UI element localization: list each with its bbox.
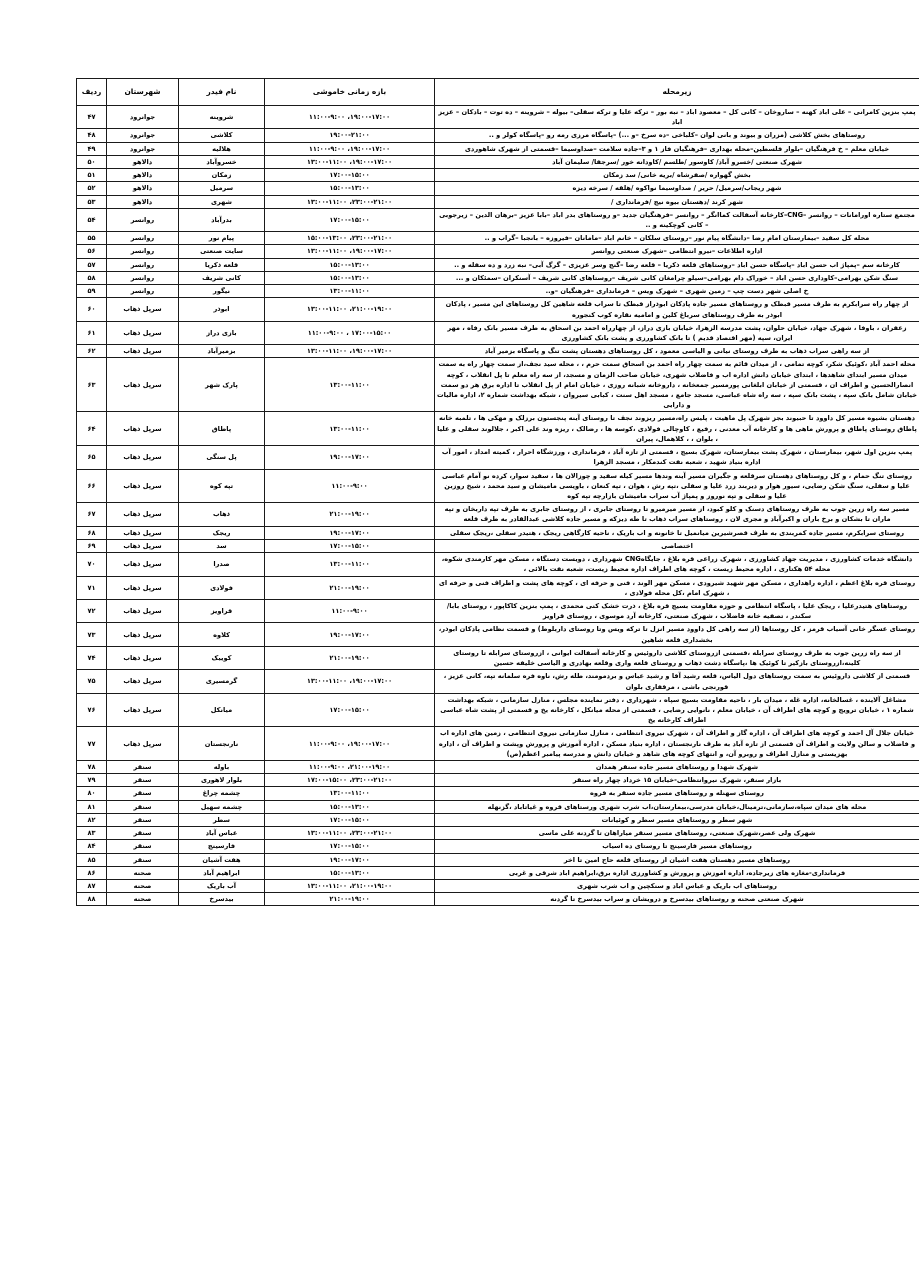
cell-radif: ۶۴ — [77, 412, 107, 446]
cell-shahrestan: روانسر — [107, 285, 179, 298]
cell-time-range: ۱۳:۰۰-۱۱:۰۰ — [265, 285, 435, 298]
cell-subregion: پمپ بنزین کامرانی – علی اباد کهنه – ساروخان – کانی کل – معصود اباد – نبه بور – ترکه علیا و ترکه سفلی– بیوله – شروینه – ده توت – بادکان – عزیز اباد — [435, 106, 919, 129]
table-row — [77, 727, 919, 761]
column-header-time-range: بازه زمانی خاموشی — [265, 79, 435, 106]
cell-shahrestan: سرپل ذهاب — [107, 345, 179, 358]
cell-radif: ۵۳ — [77, 195, 107, 208]
cell-subregion: روستای عسگر خانی آسیاب قرمز ، کل روستاها (از سه راهی کل داوود مسیر انزل تا ترکه ویس وتا روستای داربلوط) و قسمت نظامی پادکان ابوذر، بخشداری قلعه شاهین — [435, 623, 919, 646]
cell-feeder: بلوار لاهوری — [179, 774, 265, 787]
cell-radif: ۶۹ — [77, 539, 107, 552]
table-row — [77, 232, 919, 245]
cell-feeder: صدرا — [179, 553, 265, 576]
cell-time-range: ۱۹:۰۰-۱۷:۰۰ — [265, 446, 435, 469]
cell-radif: ۵۹ — [77, 285, 107, 298]
cell-time-range: ۲۳:۰۰-۲۱:۰۰، ۱۳:۰۰-۱۱:۰۰ — [265, 195, 435, 208]
table-row — [77, 195, 919, 208]
cell-shahrestan: سرپل ذهاب — [107, 623, 179, 646]
cell-time-range: ۱۹:۰۰-۱۷:۰۰ — [265, 853, 435, 866]
cell-shahrestan: سرپل ذهاب — [107, 670, 179, 693]
cell-feeder: ریجک — [179, 526, 265, 539]
cell-radif: ۴۹ — [77, 142, 107, 155]
cell-radif: ۴۸ — [77, 129, 107, 142]
cell-subregion: کارخانه سم –پمپاژ اب حسن اباد –پاسگاه حسن اباد –روستاهای قلعه ذکریا – قلعه رضا –گنج وسر عزیزی – گرگ آبی– نبه زرد و ده سفله و .. — [435, 258, 919, 271]
cell-time-range: ۱۷:۰۰-۱۵:۰۰ — [265, 840, 435, 853]
cell-radif: ۴۷ — [77, 106, 107, 129]
table-row — [77, 827, 919, 840]
cell-subregion: روستاهای اب باریک و عباس اباد و سنکچین و اب شرب شهری — [435, 880, 919, 893]
cell-time-range: ۱۹:۰۰-۱۷:۰۰، ۱۳:۰۰-۱۱:۰۰ — [265, 670, 435, 693]
cell-subregion: محله های میدان سپاه،سازمانی،ترمینال،خیابان مدرسی،بیمارستان،اب شرب شهری ورستاهای قروه و غیاتاباد ،گزنهله — [435, 800, 919, 813]
cell-time-range: ۱۷:۰۰-۱۵:۰۰ — [265, 813, 435, 826]
cell-shahrestan: صحنه — [107, 866, 179, 879]
cell-shahrestan: روانسر — [107, 271, 179, 284]
cell-feeder: چشمه سهیل — [179, 800, 265, 813]
cell-subregion: محله کل سفید –بیمارستان امام رضا –دانشگاه پیام نور –روستای سلکان – خانم اباد –مامانان –فیروزه – بانجبا –گراب و .. — [435, 232, 919, 245]
cell-subregion: شهرک صنعتی /خسرو آباد/ کاوسور /طلسم /کاودانه خور /سرجفا/ سلیمان آباد — [435, 155, 919, 168]
table-row — [77, 599, 919, 622]
cell-shahrestan: سرپل ذهاب — [107, 358, 179, 412]
cell-radif: ۷۴ — [77, 646, 107, 669]
cell-subregion: بازار سنقر، شهرک نیروانتظامی-خیابان ۱۵ خرداد چهار راه سنقر — [435, 774, 919, 787]
cell-subregion: شهرک صنعتی صحنه و روستاهای بیدسرخ و درویشان و سراب بیدسرخ تا گردنه — [435, 893, 919, 906]
cell-radif: ۶۰ — [77, 298, 107, 321]
table-row — [77, 646, 919, 669]
column-header-shahrestan: شهرستان — [107, 79, 179, 106]
cell-time-range: ۲۳:۰۰-۲۱:۰۰، ۱۷:۰۰-۱۵:۰۰ — [265, 774, 435, 787]
cell-shahrestan: سرپل ذهاب — [107, 526, 179, 539]
cell-time-range: ۱۵:۰۰-۱۳:۰۰ — [265, 258, 435, 271]
table-row — [77, 761, 919, 774]
cell-shahrestan: سرپل ذهاب — [107, 539, 179, 552]
cell-feeder: سایت صنعتی — [179, 245, 265, 258]
table-row — [77, 271, 919, 284]
table-row — [77, 774, 919, 787]
cell-shahrestan: سرپل ذهاب — [107, 599, 179, 622]
cell-feeder: کلاشی — [179, 129, 265, 142]
cell-radif: ۶۶ — [77, 469, 107, 503]
cell-feeder: کوییک — [179, 646, 265, 669]
cell-radif: ۸۲ — [77, 813, 107, 826]
cell-shahrestan: سنقر — [107, 761, 179, 774]
cell-radif: ۸۵ — [77, 853, 107, 866]
table-header — [77, 79, 919, 106]
cell-time-range: ۲۱:۰۰-۱۹:۰۰ — [265, 576, 435, 599]
cell-radif: ۵۱ — [77, 169, 107, 182]
cell-shahrestan: صحنه — [107, 880, 179, 893]
cell-time-range: ۱۹:۰۰-۱۷:۰۰، ۱۳:۰۰-۱۱:۰۰ — [265, 245, 435, 258]
cell-shahrestan: سنقر — [107, 800, 179, 813]
cell-feeder: باوله — [179, 761, 265, 774]
cell-feeder: هفت آشیان — [179, 853, 265, 866]
table-row — [77, 800, 919, 813]
cell-time-range: ۲۱:۰۰-۱۹:۰۰، ۱۳:۰۰-۱۱:۰۰ — [265, 298, 435, 321]
cell-subregion: روستاهای مسیر فارسینج تا روستای ده اسیاب — [435, 840, 919, 853]
table-row — [77, 142, 919, 155]
cell-time-range: ۱۷:۰۰-۱۵:۰۰ — [265, 208, 435, 231]
table-row — [77, 285, 919, 298]
power-outage-schedule-table — [76, 78, 919, 906]
cell-radif: ۷۵ — [77, 670, 107, 693]
cell-radif: ۸۳ — [77, 827, 107, 840]
cell-feeder: چشمه چراغ — [179, 787, 265, 800]
table-row — [77, 245, 919, 258]
cell-feeder: میانکل — [179, 693, 265, 727]
cell-feeder: سرمیل — [179, 182, 265, 195]
cell-time-range: ۲۱:۰۰-۱۹:۰۰ — [265, 893, 435, 906]
cell-subregion: شهر کرند /دهستان بیوه نیج /فرمانداری / — [435, 195, 919, 208]
cell-time-range: ۱۹:۰۰-۱۷:۰۰ — [265, 623, 435, 646]
cell-time-range: ۱۵:۰۰-۱۳:۰۰ — [265, 866, 435, 879]
cell-time-range: ۱۱:۰۰-۹:۰۰ — [265, 469, 435, 503]
column-header-radif: ردیف — [77, 79, 107, 106]
cell-shahrestan: سرپل ذهاب — [107, 727, 179, 761]
column-header-subregion: زیرمحله — [435, 79, 919, 106]
cell-time-range: ۱۵:۰۰-۱۳:۰۰ — [265, 182, 435, 195]
cell-subregion: اختصاصی — [435, 539, 919, 552]
cell-time-range: ۱۳:۰۰-۱۱:۰۰ — [265, 358, 435, 412]
cell-feeder: قراویز — [179, 599, 265, 622]
outage-table-container — [76, 78, 919, 906]
cell-feeder: بدرآباد — [179, 208, 265, 231]
cell-subregion: شهرک شهدا و روستاهای مسیر جاده سنقر همدان — [435, 761, 919, 774]
cell-radif: ۵۷ — [77, 258, 107, 271]
cell-time-range: ۱۹:۰۰-۱۷:۰۰، ۱۱:۰۰-۹:۰۰ — [265, 142, 435, 155]
table-row — [77, 880, 919, 893]
cell-subregion: خیابان جلال آل احمد و کوچه های اطراف آن ، اداره گاز و اطراف آن ، شهرک نیروی انتظامی ، منازل سازمانی نیروی انتظامی ، زمین های اداره اب و فاضلاب و سالن ولایت و اطراف آن قسمتی از تازه آباد به طرف نارنجستان ، اداره بنیاد مسکن ، اداره آموزش و پرورش وپشت و اطراف آن ، اداره بهزیستی و منازل اطراف و روبرو آن، و انتهای کوچه های شاهد و خیابان دانش و مدرسه پیامبر اعظم(ص) — [435, 727, 919, 761]
cell-subregion: زعفران ، باوفا ، شهرک جهاد، خیابان حلوان، پشت مدرسه الزهرا، خیابان بازی دراز، از چهارراه احمد بن اسحاق به طرف مسیر بانک رفاه ، مهر ایران، سپه (مهر اقتصاد قدیم ) تا بانک کشاورزی و پشت بانک کشاورزی — [435, 321, 919, 344]
cell-time-range: ۱۳:۰۰-۱۱:۰۰ — [265, 787, 435, 800]
cell-radif: ۸۱ — [77, 800, 107, 813]
cell-radif: ۵۵ — [77, 232, 107, 245]
cell-subregion: سنگ شکن بهرامی–کاوداری حسن اباد – خوراک دام بهرامی–سیلو چرامغان کانی شریف –روستاهای کانی شریف – آسنکران –سمئکان و ... — [435, 271, 919, 284]
cell-feeder: سطر — [179, 813, 265, 826]
cell-shahrestan: سرپل ذهاب — [107, 298, 179, 321]
cell-feeder: آب باریک — [179, 880, 265, 893]
cell-time-range: ۱۵:۰۰-۱۳:۰۰ — [265, 800, 435, 813]
table-row — [77, 469, 919, 503]
cell-shahrestan: جوانرود — [107, 106, 179, 129]
cell-shahrestan: سرپل ذهاب — [107, 469, 179, 503]
table-row — [77, 106, 919, 129]
table-row — [77, 503, 919, 526]
cell-feeder: پیام نور — [179, 232, 265, 245]
cell-shahrestan: سرپل ذهاب — [107, 646, 179, 669]
cell-feeder: بزمیرآباد — [179, 345, 265, 358]
cell-subregion: روستای سهنله و روستاهای مسیر جاده سنقر به قروه — [435, 787, 919, 800]
cell-subregion: خ اصلی شهر دست چپ – زمین شهری – شهرک ویس – فرمانداری –فرهنگیان –و.. — [435, 285, 919, 298]
cell-shahrestan: سنقر — [107, 787, 179, 800]
cell-shahrestan: سنقر — [107, 813, 179, 826]
cell-subregion: شهر سطر و روستاهای مسیر سطر و کوئیانات — [435, 813, 919, 826]
cell-radif: ۸۷ — [77, 880, 107, 893]
table-row — [77, 446, 919, 469]
cell-feeder: قلعه ذکریا — [179, 258, 265, 271]
cell-time-range: ۱۳:۰۰-۱۱:۰۰ — [265, 412, 435, 446]
cell-subregion: فرمانداری-مغازه های زیرجاده، اداره اموزش و پرورش و کشاورزی اداره برق،ابراهیم اباد شرقی و غربی — [435, 866, 919, 879]
table-row — [77, 813, 919, 826]
cell-feeder: خسروآباد — [179, 155, 265, 168]
cell-feeder: ابراهیم آباد — [179, 866, 265, 879]
cell-subregion: شهر ریجاب/سرمیل/ حریر / صداوسیما نواکوه /هلقه / سرخه دیزه — [435, 182, 919, 195]
cell-shahrestan: سرپل ذهاب — [107, 446, 179, 469]
cell-shahrestan: سرپل ذهاب — [107, 503, 179, 526]
cell-subregion: روستاهای هتیدرعلیا ، ریجک علیا ، پاسگاه انتظامی و حوزه مقاومت بسیج قره بلاغ ، ذرت خشک کنی محمدی ، پمپ بنزین کاکاپور ، روستای بابا/سکندر ، تصفیه خانه فاضلاب ، شهرک صنعتی، کارخانه آرد موسوی ، روستای قراویز — [435, 599, 919, 622]
cell-radif: ۵۲ — [77, 182, 107, 195]
cell-subregion: اداره اطلاعات –نیرو انتظامی –شهرک صنعتی روانسر — [435, 245, 919, 258]
table-row — [77, 321, 919, 344]
cell-time-range: ۲۳:۰۰-۲۱:۰۰، ۱۵:۰۰-۱۳:۰۰ — [265, 232, 435, 245]
cell-radif: ۶۳ — [77, 358, 107, 412]
table-row — [77, 258, 919, 271]
cell-feeder: عباس آباد — [179, 827, 265, 840]
table-row — [77, 853, 919, 866]
cell-subregion: از سه راه زرین جوب به طرف روستای سرابله ،قسمتی ازروستای کلاشی داروئیس و کارخانه آسفالت ایوانی ، ازروستای سرابله تا روستای کلینه،ازروستای بازکیر تا کوئیک ها ،پاسگاه دشت ذهاب و روستای قلعه واری وقلعه بهادری و الیاسی خلیفه حسین — [435, 646, 919, 669]
cell-feeder: بازی دراز — [179, 321, 265, 344]
cell-time-range: ۲۱:۰۰-۱۹:۰۰ — [265, 503, 435, 526]
cell-feeder: تپه کوه — [179, 469, 265, 503]
cell-feeder: پل سنگی — [179, 446, 265, 469]
table-row — [77, 358, 919, 412]
cell-time-range: ۲۳:۰۰-۲۱:۰۰، ۱۳:۰۰-۱۱:۰۰ — [265, 827, 435, 840]
cell-subregion: روستای قره بلاغ اعظم ، اداره راهداری ، مسکن مهر شهید شیرودی ، مسکن مهر الوند ، فنی و حرفه ای ، کوچه های پشت و اطراف فنی و حرفه ای ، شهرک امام ،کل محله فولادی ، — [435, 576, 919, 599]
table-row — [77, 129, 919, 142]
cell-feeder: پارک شهر — [179, 358, 265, 412]
cell-radif: ۸۰ — [77, 787, 107, 800]
cell-time-range: ۱۱:۰۰-۹:۰۰ — [265, 599, 435, 622]
cell-time-range: ۱۷:۰۰-۱۵:۰۰ ، ۱۱:۰۰-۹:۰۰ — [265, 321, 435, 344]
cell-feeder: بیدسرخ — [179, 893, 265, 906]
cell-time-range: ۱۳:۰۰-۱۱:۰۰ — [265, 553, 435, 576]
cell-feeder: پاطاق — [179, 412, 265, 446]
cell-shahrestan: سنقر — [107, 840, 179, 853]
cell-subregion: شهرک ولی عصر،شهرک صنعتی، روستاهای مسیر سنقر میاراهان تا گردنه علی ماسی — [435, 827, 919, 840]
cell-time-range: ۱۹:۰۰-۱۷:۰۰، ۱۱:۰۰-۹:۰۰ — [265, 106, 435, 129]
cell-time-range: ۲۱:۰۰-۱۹:۰۰، ۱۳:۰۰-۱۱:۰۰ — [265, 880, 435, 893]
cell-subregion: روستاهای بخش کلاشی (مزران و بیوند و بانی لوان –کلباخی –ده سرخ –و ...) –پاسگاه مرزی رمه رو –پاسگاه کولر و .. — [435, 129, 919, 142]
cell-shahrestan: دالاهو — [107, 195, 179, 208]
cell-feeder: فولادی — [179, 576, 265, 599]
cell-shahrestan: سنقر — [107, 827, 179, 840]
cell-shahrestan: سرپل ذهاب — [107, 321, 179, 344]
cell-radif: ۸۴ — [77, 840, 107, 853]
cell-radif: ۷۷ — [77, 727, 107, 761]
cell-subregion: بخش گهواره /صفرشاه /بریه خانی/ سد زمکان — [435, 169, 919, 182]
table-row — [77, 840, 919, 853]
cell-feeder: نارنجستان — [179, 727, 265, 761]
cell-radif: ۵۰ — [77, 155, 107, 168]
table-row — [77, 298, 919, 321]
cell-shahrestan: سرپل ذهاب — [107, 412, 179, 446]
cell-shahrestan: جوانرود — [107, 129, 179, 142]
cell-feeder: ابوذر — [179, 298, 265, 321]
cell-feeder: شهری — [179, 195, 265, 208]
table-row — [77, 866, 919, 879]
cell-shahrestan: روانسر — [107, 258, 179, 271]
cell-feeder: هلالیه — [179, 142, 265, 155]
cell-radif: ۷۶ — [77, 693, 107, 727]
cell-shahrestan: دالاهو — [107, 169, 179, 182]
cell-radif: ۵۸ — [77, 271, 107, 284]
cell-radif: ۷۳ — [77, 623, 107, 646]
cell-radif: ۶۱ — [77, 321, 107, 344]
cell-time-range: ۱۹:۰۰-۱۷:۰۰، ۱۱:۰۰-۹:۰۰ — [265, 727, 435, 761]
table-row — [77, 345, 919, 358]
table-row — [77, 155, 919, 168]
table-row — [77, 576, 919, 599]
cell-radif: ۶۷ — [77, 503, 107, 526]
cell-shahrestan: سرپل ذهاب — [107, 576, 179, 599]
cell-feeder: گرمسیری — [179, 670, 265, 693]
table-row — [77, 693, 919, 727]
cell-subregion: روستای تنگ حمام ، و کل روستاهای دهستان سرقلعه و جگیران مسیر آینه وندها مسیر کیله سفید و چوزالان ها ، سفید سوار، کرده نو آمام عباسی علیا و سفلی، سنگ شکن رضایی، سیور هوار و دیربند زرد علیا و سفلی ،تپه رش ، هوان ، تپه کنعان ، باویسی مامیشان و سید محمد ، شیخ روزبن علیا و سفلی و تپه نوروز و پمپاژ آب سراب مامیشان بازارچه تپه کوه — [435, 469, 919, 503]
cell-radif: ۶۸ — [77, 526, 107, 539]
cell-subregion: مجتمع ستاره اورامانات – روانسر –CNG–کارخانه آسفالت کماانگر – روانسر –فرهنگیان جدید –و روستاهای بدر اباد –بابا عزیز –برهان الدین – زیرجوبی – کانی کوچکینه و .. — [435, 208, 919, 231]
cell-time-range: ۱۹:۰۰-۱۷:۰۰ — [265, 526, 435, 539]
cell-time-range: ۱۹:۰۰-۲۱:۰۰ — [265, 129, 435, 142]
cell-subregion: پمپ بنزین اول شهر، بیمارستان ، شهرک پشت بیمارستان، شهرک بسیج ، قسمتی از تازه آباد ، فرمانداری ، ورزشگاه احرار ، کمیته امداد ، امور آب اداره بنیاد شهید ، شعبه نفت کندمکار ، مسجد الزهرا — [435, 446, 919, 469]
cell-shahrestan: روانسر — [107, 245, 179, 258]
cell-radif: ۵۶ — [77, 245, 107, 258]
cell-radif: ۶۲ — [77, 345, 107, 358]
cell-shahrestan: دالاهو — [107, 182, 179, 195]
cell-shahrestan: جوانرود — [107, 142, 179, 155]
cell-feeder: فارسینج — [179, 840, 265, 853]
cell-feeder: شروینه — [179, 106, 265, 129]
cell-subregion: روستای سرابکرم، مسیر جاده کمربندی به طرف قصرشیرین میانمیل تا خانونه و اب باریک ، ناحیه کارگاهی ریجک ، هتیدر سفلی ،ریجک سفلی — [435, 526, 919, 539]
cell-subregion: دانشگاه خدمات کشاورزی ، مدیریت جهاد کشاورزی ، شهرک زراعی قره بلاغ ، جایگاهCNG شهرداری ، دویست دستگاه ، مسکن مهر کارمندی شکوه، محله ۵۴ هکتاری ، اداره محیط زیست ، کوچه های اطراف اداره محیط زیست، شعبه نفت بالائی ، — [435, 553, 919, 576]
cell-radif: ۸۶ — [77, 866, 107, 879]
cell-radif: ۷۱ — [77, 576, 107, 599]
cell-time-range: ۱۹:۰۰-۱۷:۰۰، ۱۳:۰۰-۱۱:۰۰ — [265, 345, 435, 358]
cell-shahrestan: روانسر — [107, 208, 179, 231]
cell-radif: ۶۵ — [77, 446, 107, 469]
cell-feeder: نیگور — [179, 285, 265, 298]
cell-time-range: ۲۱:۰۰-۱۹:۰۰، ۱۱:۰۰-۹:۰۰ — [265, 761, 435, 774]
cell-subregion: خیابان معلم – خ فرهنگیان –بلوار فلسطین–محله بهداری –فرهنگیان فاز ۱ و ۳–جاده سلامت –صداوسیما –قسمتی از شهرک شاهوردی — [435, 142, 919, 155]
cell-shahrestan: سنقر — [107, 774, 179, 787]
cell-radif: ۷۲ — [77, 599, 107, 622]
cell-feeder: کلاوه — [179, 623, 265, 646]
table-row — [77, 208, 919, 231]
table-row — [77, 169, 919, 182]
cell-feeder: ذهاب — [179, 503, 265, 526]
table-row — [77, 182, 919, 195]
column-header-feeder: نام فیدر — [179, 79, 265, 106]
table-row — [77, 526, 919, 539]
cell-subregion: محله احمد آباد ،کوئیک شکر، کوچه تمامی ، از میدان قائم به سمت چهار راه احمد بن اسحاق سمت حرم ، ، محله سید نجف،از سمت چهار راه به سمت میدان مسیر ابتدای شاهدها ، ابتدای خیابان دانش اداره اب و فاضلاب شهری، خیابان صاحب الزمان و مسجد، از سه راه معلم تا پل انقلاب ، کوچه انصارالحسین و اطراف ان ، قسمتی از خیابان ابلغانی پورمسیر جمعخانه ، داروخانه شبانه روزی ، خیابان امام از پل انقلاب تا اداره برق هر دو سمت خیابان شامل بانک سپه ، پشت بانک سپه ، سه راه شاه عباسی، مسجد جامع ، مسجد اهل سنت ، کبابی سیروان ، شبکه بهداشت شماره ۲، اداره مالیات و دارایی — [435, 358, 919, 412]
cell-shahrestan: دالاهو — [107, 155, 179, 168]
cell-radif: ۵۴ — [77, 208, 107, 231]
cell-subregion: از سه راهی سراب ذهاب به طرف روستای نیانی و الیاسی معمود ، کل روستاهای دهستان پشت تنگ و پاسگاه بزمیر آباد — [435, 345, 919, 358]
cell-time-range: ۱۷:۰۰-۱۵:۰۰ — [265, 693, 435, 727]
cell-radif: ۸۸ — [77, 893, 107, 906]
cell-shahrestan: سنقر — [107, 853, 179, 866]
table-header-row — [77, 79, 919, 106]
table-row — [77, 787, 919, 800]
cell-shahrestan: سرپل ذهاب — [107, 693, 179, 727]
cell-subregion: دهستان بشیوه مسیر کل داوود تا حبیوند بجز شهرک پل ماهیت ، پلیس راه،مسیر ریزوند نجف تا روستای آینه پنجستون برزلک و مهکی ها ، تلمبه خانه پاطاق روستای پاطاق و پرورش ماهی ها و کارخانه آب معدنی ، رفیع ، کاوچالی فولادی ،کوسه ها ، رضالک ، ریزه وند علی اکبر ، جلالوند سفلی و علیا ، بلوان ، ، کلاهمال، پیران — [435, 412, 919, 446]
table-row — [77, 623, 919, 646]
cell-radif: ۷۰ — [77, 553, 107, 576]
cell-time-range: ۱۹:۰۰-۱۷:۰۰، ۱۳:۰۰-۱۱:۰۰ — [265, 155, 435, 168]
table-row — [77, 539, 919, 552]
cell-subregion: روستاهای مسیر دهستان هفت اشیان از روستای قلعه حاج امین تا اخر — [435, 853, 919, 866]
table-body — [77, 106, 919, 906]
table-row — [77, 553, 919, 576]
cell-subregion: قسمتی از کلاشی داروئیس به سمت روستاهای دول الیاس، قلعه رشید آقا و رشید عباس و بردمومند، طله رش، ناوه فره سلمانه تپه، کانی عزیز ، قورنجی باشی ، مرقفاری بلوان — [435, 670, 919, 693]
cell-shahrestan: سرپل ذهاب — [107, 553, 179, 576]
cell-radif: ۷۸ — [77, 761, 107, 774]
table-row — [77, 893, 919, 906]
cell-feeder: کانی شریف — [179, 271, 265, 284]
cell-time-range: ۲۱:۰۰-۱۹:۰۰ — [265, 646, 435, 669]
cell-time-range: ۱۷:۰۰-۱۵:۰۰ — [265, 539, 435, 552]
cell-subregion: مشاغل آلاینده ، غسالخانه، اداره غله ، میدان بار ، ناحیه مقاومت بسیج سپاه ، شهرداری ، دفتر نماینده مجلس ، منازل سازمانی ، شبکه بهداشت شماره ۱ ، خیابان ترویج و کوچه های اطراف آن ، خیابان معلم ، نانوایی رضایی ، قسمتی از محله میانکل ، کارخانه یخ و قسمتی از پشت شاه عباسی اطراف کارخانه یخ — [435, 693, 919, 727]
table-row — [77, 412, 919, 446]
cell-subregion: از چهار راه سرابکرم به طرف مسیر قبطک و روستاهای مسیر جاده پادکان ابوذراز قبطک تا سراب قلعه شاهین کل روستاهای این مسیر ، پادکان ابوذر به طرف روستاهای سرباغ کلین و امامیه نقاره کوب کنجوره — [435, 298, 919, 321]
cell-feeder: سد — [179, 539, 265, 552]
cell-shahrestan: صحنه — [107, 893, 179, 906]
cell-shahrestan: روانسر — [107, 232, 179, 245]
table-row — [77, 670, 919, 693]
cell-time-range: ۱۵:۰۰-۱۳:۰۰ — [265, 271, 435, 284]
cell-feeder: زمکان — [179, 169, 265, 182]
cell-subregion: مسیر سه راه زرین جوب به طرف روستاهای دسنک و کلو کبود، از مسیر میرمیرو تا روستای جابری ، از روستای جابری به طرف تپه داربخان و تپه ماران تا بشکان و برخ باران و اکبرآباد و مجری لان ، روستاهای سراب ذهاب تا طه دیزکه و مسیر جاده کلاشی عبدالقادر به طرف قلعه — [435, 503, 919, 526]
cell-time-range: ۱۷:۰۰-۱۵:۰۰ — [265, 169, 435, 182]
cell-radif: ۷۹ — [77, 774, 107, 787]
